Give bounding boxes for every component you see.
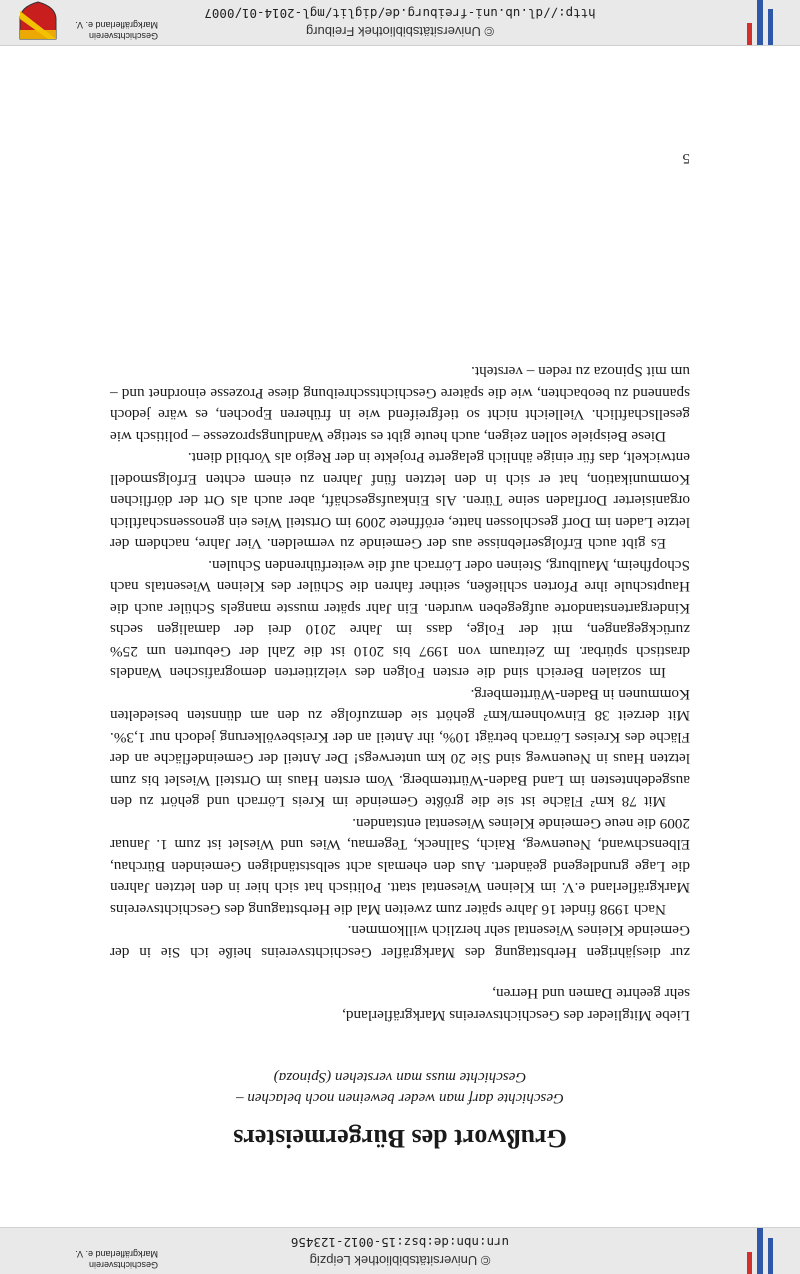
library-copyright: © Universitätsbibliothek Freiburg — [305, 24, 495, 39]
paragraph-conclusion: Diese Beispiele sollen zeigen, auch heute gibt es stetige Wandlungsprozesse – politisch wie gesellschaftlich. Vielleicht nicht so tiefgreifend wie in früheren Epochen, es wäre jedoch spannend zu beobachten, wie die spätere Geschichtsschreibung diese Prozesse einordnet und – um mit Spinoza zu reden – versteht. — [110, 363, 690, 445]
viewer-footer-bar — [0, 1227, 800, 1274]
coat-of-arms-icon — [18, 1, 58, 41]
paragraph-area: Mit 78 km² Fläche ist sie die größte Gemeinde im Kreis Lörrach und gehört zu den ausgedehntesten im Land Baden-Württemberg. Vom ersten Haus im Ortsteil Wieslet bis zum letzten Haus in Neuenweg sind Sie 20 km unterwegs! Der Anteil der Gemeindefläche an der Fläche des Kreises Lörrach beträgt 10%, ihr Anteil an der Kreisbevölkerung jedoch nur 1,3%. Mit derzeit 38 Einwohnern/km² gehört sie demzufolge zu den am dünnsten besiedelten Kommunen in Baden-Württemberg. — [110, 686, 690, 811]
document-body — [110, 361, 690, 1154]
society-name: Geschichtsverein Markgräflerland e. V. — [75, 20, 158, 41]
paragraph-demography: Im sozialen Bereich sind die ersten Folgen des vielzitierten demografischen Wandels drastisch spürbar. Im Zeitraum von 1997 bis 2010 ist die Zahl der Geburten um 25% zurückgegangen, mit der Folge, dass im Jahre 2010 drei der damaligen sechs Kindergartenstandorte aufgegeben wurden. Ein Jahr später musste mangels Schüler auch die Hauptschule ihre Pforten schließen, seither fahren die Schüler des Kleinen Wiesentals nach Schopfheim, Maulburg, Steinen oder Lörrach auf die weiterführenden Schulen. — [110, 557, 690, 682]
paragraph-success: Es gibt auch Erfolgserlebnisse aus der Gemeinde zu vermelden. Vier Jahre, nachdem der letzte Laden im Dorf geschlossen hatte, eröffnete 2009 im Ortsteil Wies ein genossenschaftlich organisierter Dorfladen seine Türen. Als Einkaufsgeschäft, aber auch als Ort der dörflichen Kommunikation, hat er sich in den letzten fünf Jahren zu einem echten Erfolgsmodell entwickelt, das für einige ähnlich gelagerte Projekte in der Regio als Vorbild dient. — [110, 449, 690, 553]
paragraph-welcome: zur diesjährigen Herbsttagung des Markgräfler Geschichtsvereins heiße ich Sie in der Gemeinde Kleines Wiesental sehr herzlich willkommen. — [110, 922, 690, 961]
document-urn[interactable]: urn:nbn:de:bsz:15-0012-123456 — [290, 1235, 510, 1250]
page-title: Grußwort des Bürgermeisters — [233, 1124, 567, 1153]
library-logo-icon — [740, 1228, 778, 1274]
library-logo-icon — [740, 0, 778, 45]
viewer-header-bar — [0, 0, 800, 46]
salutation: Liebe Mitglieder des Geschichtsvereins Markgräflerland, sehr geehrte Damen und Herren, — [342, 985, 690, 1024]
paragraph-history: Nach 1998 findet 16 Jahre später zum zweiten Mal die Herbsttagung des Geschichtsvereins Markgräflerland e.V. im Kleinen Wiesental statt. Politisch hat sich hier in den letzten Jahren die Lage grundlegend geändert. Aus den ehemals acht selbstständigen Gemeinden Bürchau, Elbenschwand, Neuenweg, Raich, Sallneck, Tegernau, Wies und Wieslet ist zum 1. Januar 2009 die neue Gemeinde Kleines Wiesental entstanden. — [110, 815, 690, 918]
document-permalink[interactable]: http://dl.ub.uni-freiburg.de/diglit/mgl-2014-01/0007 — [204, 6, 596, 21]
library-copyright: © Universitätsbibliothek Leipzig — [309, 1253, 491, 1268]
motto-quote: Geschichte darf man weder beweinen noch belachen – Geschichte muss man verstehen (Spinoza) — [236, 1069, 564, 1106]
society-name: Geschichtsverein Markgräflerland e. V. — [75, 1249, 158, 1270]
page-number: 5 — [682, 150, 690, 166]
